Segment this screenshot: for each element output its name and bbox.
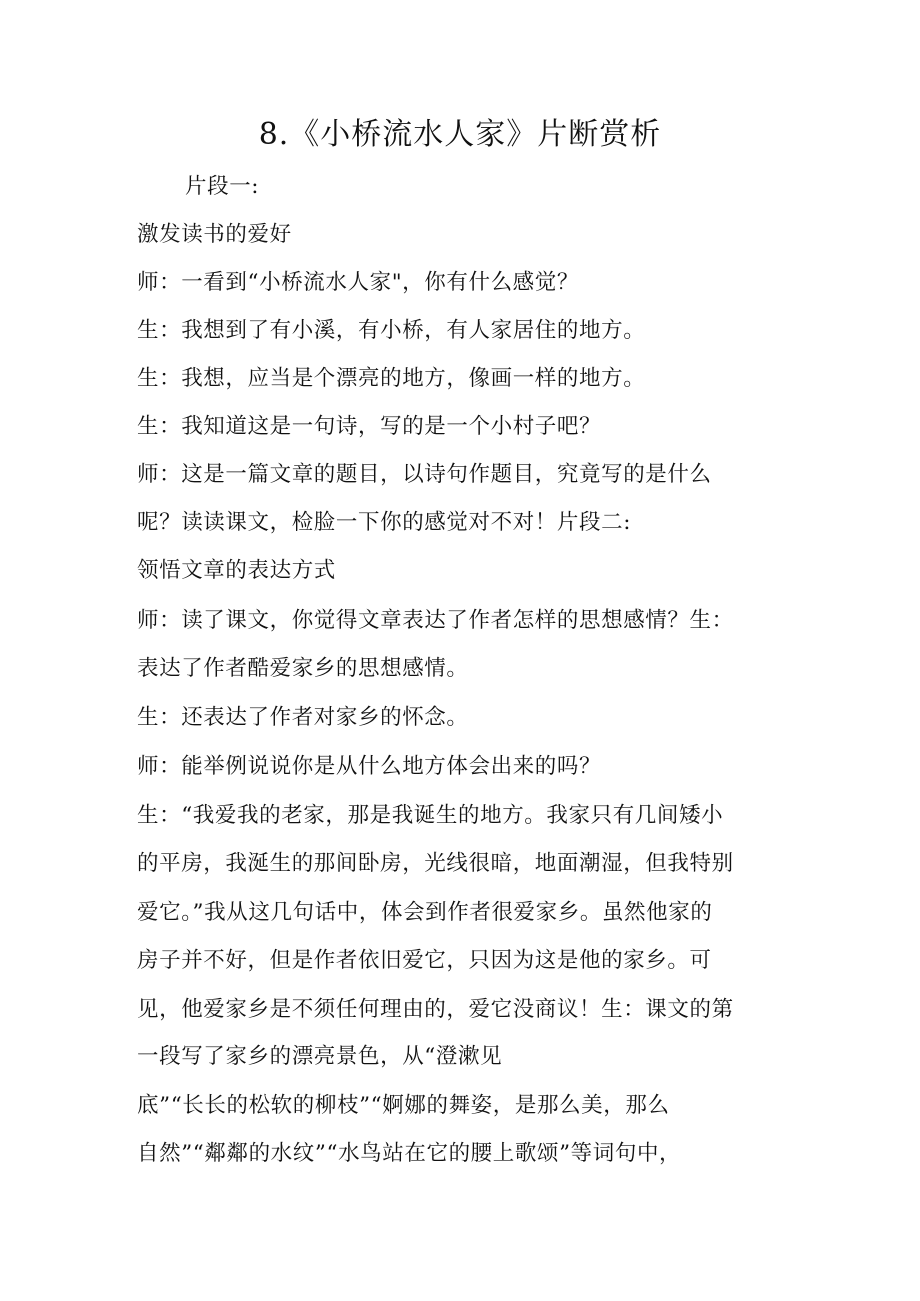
paragraph-line: 呢？读读课文，检脸一下你的感觉对不对！片段二: — [137, 510, 632, 535]
paragraph-line: 激发读书的爱好 — [137, 222, 292, 247]
paragraph-line: 生：我知道这是一句诗，写的是一个小村子吧？ — [137, 414, 602, 439]
paragraph-line: 师：一看到“小桥流水人家"，你有什么感觉？ — [137, 270, 579, 295]
paragraph-line: 表达了作者酷爱家乡的思想感情。 — [137, 656, 469, 681]
paragraph-line: 底”“长长的松软的柳枝”“婀娜的舞姿，是那么美，那么 — [137, 1093, 670, 1118]
paragraph-line: 一段写了家乡的漂亮景色，从“澄漱见 — [137, 1044, 503, 1069]
paragraph-line: 生：我想到了有小溪，有小桥，有人家居住的地方。 — [137, 318, 646, 343]
paragraph-line: 爱它。”我从这几句话中，体会到作者很爱家乡。虽然他家的 — [137, 900, 713, 925]
paragraph-line: 领悟文章的表达方式 — [137, 558, 336, 583]
paragraph-line: 片段一: — [185, 174, 260, 199]
paragraph-line: 见，他爱家乡是不须任何理由的，爱它没商议！生：课文的第 — [137, 997, 734, 1022]
paragraph-line: 师：这是一篇文章的题目，以诗句作题目，究竟写的是什么 — [137, 462, 712, 487]
paragraph-line: 师：读了课文，你觉得文章表达了作者怎样的思想感情？生： — [137, 608, 734, 633]
paragraph-line: 生：“我爱我的老家，那是我诞生的地方。我家只有几间矮小 — [137, 803, 724, 828]
paragraph-line: 的平房，我涎生的那间卧房，光线很暗，地面潮湿，但我特别 — [137, 851, 734, 876]
document-title: 8.《小桥流水人家》片断赏析 — [258, 117, 662, 152]
paragraph-line: 房子并不好，但是作者依旧爱它，只因为这是他的家乡。可 — [137, 948, 712, 973]
paragraph-line: 生：我想，应当是个漂亮的地方，像画一样的地方。 — [137, 366, 646, 391]
paragraph-line: 生：还表达了作者对家乡的怀念。 — [137, 705, 469, 730]
paragraph-line: 自然”“鄰鄰的水纹”“水鸟站在它的腰上歌颂”等词句中， — [137, 1141, 682, 1166]
paragraph-line: 师：能举例说说你是从什么地方体会出来的吗？ — [137, 754, 602, 779]
